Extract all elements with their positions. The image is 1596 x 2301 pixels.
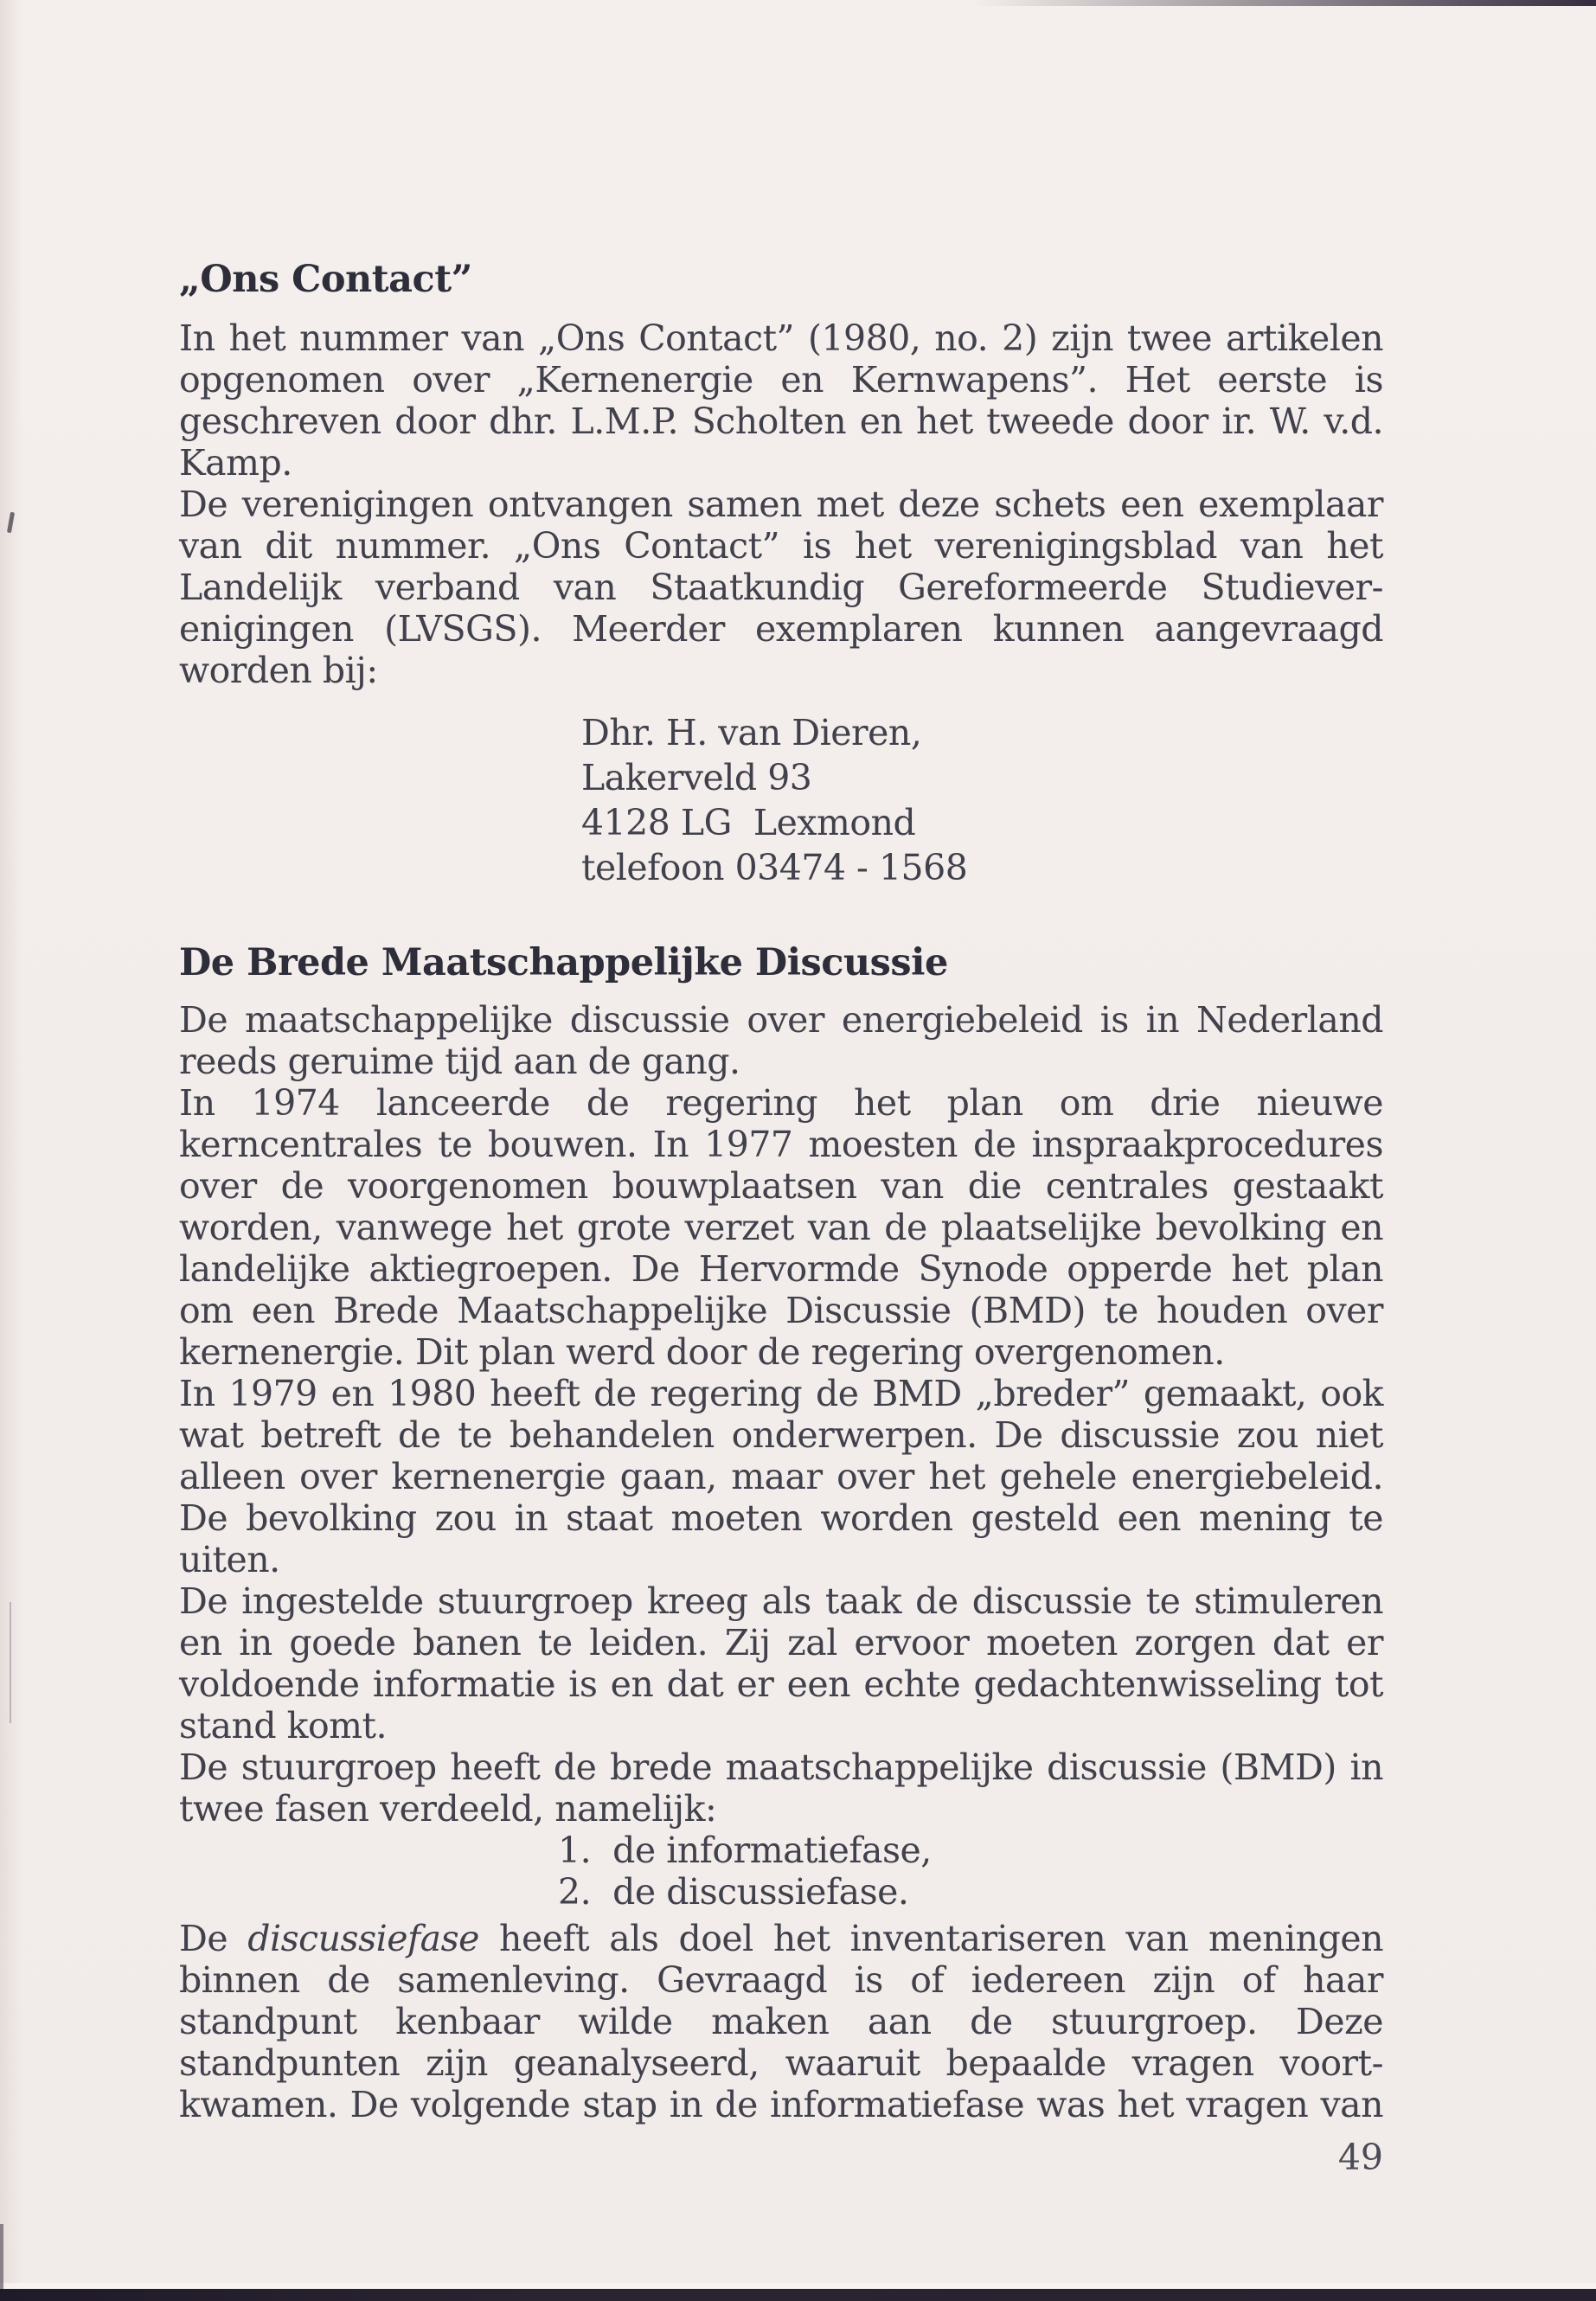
text-line: en in goede banen te leiden. Zij zal ervoor moeten zorgen dat er: [179, 1622, 1383, 1663]
italic-term: discussiefase: [247, 1918, 479, 1959]
text-line: van dit nummer. „Ons Contact” is het verenigingsblad van het: [179, 525, 1383, 567]
text-line: twee fasen verdeeld, namelijk:: [179, 1788, 717, 1830]
text-line: In 1979 en 1980 heeft de regering de BMD „breder” gemaakt, ook: [179, 1373, 1383, 1414]
paragraph-discussiefase-doel: [179, 1918, 1383, 2125]
text-line: De stuurgroep heeft de brede maatschappelijke discussie (BMD) in: [179, 1747, 1383, 1788]
page-content: [179, 255, 1383, 2125]
text-line: Landelijk verband van Staatkundig Gereformeerde Studiever-: [179, 567, 1383, 608]
text-line: stand komt.: [179, 1705, 388, 1747]
paragraph-ons-contact-intro: [179, 317, 1383, 484]
text-line: opgenomen over „Kernenergie en Kernwapens”. Het eerste is: [179, 359, 1383, 401]
text-line: In het nummer van „Ons Contact” (1980, no. 2) zijn twee artikelen: [179, 317, 1383, 359]
text-line: alleen over kernenergie gaan, maar over het gehele energiebeleid.: [179, 1456, 1383, 1497]
text-line: De ingestelde stuurgroep kreeg als taak de discussie te stimuleren: [179, 1580, 1383, 1622]
text-segment: De: [179, 1918, 248, 1959]
text-line: 1. de informatiefase,: [558, 1830, 932, 1871]
address-contact: [581, 710, 1383, 890]
scan-edge-highlight-bottom: [0, 2283, 1596, 2289]
text-line: binnen de samenleving. Gevraagd is of iedereen zijn of haar: [179, 1959, 1383, 2001]
text-line: reeds geruime tijd aan de gang.: [179, 1041, 740, 1082]
text-line: standpunten zijn geanalyseerd, waaruit bepaalde vragen voort-: [179, 2042, 1383, 2084]
text-line: Kamp.: [179, 442, 292, 484]
scan-edge-shadow-bottom-left: [0, 2224, 3, 2289]
text-line: kerncentrales te bouwen. In 1977 moesten de inspraakprocedures: [179, 1124, 1383, 1165]
text-line: Dhr. H. van Dieren,: [581, 712, 922, 753]
text-line: landelijke aktiegroepen. De Hervormde Synode opperde het plan: [179, 1248, 1383, 1290]
text-line: 4128 LG Lexmond: [581, 802, 916, 843]
list-fasen: [558, 1830, 1383, 1913]
text-line: uiten.: [179, 1539, 280, 1580]
text-line: worden bij:: [179, 650, 378, 691]
text-line: kwamen. De volgende stap in de informatiefase was het vragen van: [179, 2084, 1383, 2125]
text-line: wat betreft de te behandelen onderwerpen. De discussie zou niet: [179, 1414, 1383, 1456]
text-line: 2. de discussiefase.: [558, 1871, 909, 1913]
scan-edge-shadow-top: [973, 0, 1596, 6]
text-line: standpunt kenbaar wilde maken aan de stuurgroep. Deze: [179, 2001, 1383, 2042]
text-line: voldoende informatie is en dat er een echte gedachtenwisseling tot: [179, 1663, 1383, 1705]
text-segment: heeft als doel het inventariseren van meningen: [478, 1918, 1383, 1959]
text-line: over de voorgenomen bouwplaatsen van die centrales gestaakt: [179, 1165, 1383, 1207]
text-line: [179, 1918, 1383, 1959]
paragraph-stuurgroep-taak: [179, 1580, 1383, 1747]
text-line: geschreven door dhr. L.M.P. Scholten en het tweede door ir. W. v.d.: [179, 401, 1383, 442]
text-line: om een Brede Maatschappelijke Discussie (BMD) te houden over: [179, 1290, 1383, 1331]
scan-artifact-tick: [7, 512, 15, 534]
paragraph-twee-fasen: [179, 1747, 1383, 1830]
text-line: De maatschappelijke discussie over energiebeleid is in Nederland: [179, 999, 1383, 1041]
text-line: kernenergie. Dit plan werd door de regering overgenomen.: [179, 1331, 1225, 1373]
text-line: In 1974 lanceerde de regering het plan om drie nieuwe: [179, 1082, 1383, 1124]
text-line: worden, vanwege het grote verzet van de plaatselijke bevolking en: [179, 1207, 1383, 1248]
text-line: enigingen (LVSGS). Meerder exemplaren kunnen aangevraagd: [179, 608, 1383, 650]
text-line: De verenigingen ontvangen samen met deze schets een exemplaar: [179, 484, 1383, 525]
paragraph-1974-plan: [179, 1082, 1383, 1373]
heading-ons-contact: „Ons Contact”: [179, 258, 472, 301]
text-line: De bevolking zou in staat moeten worden gesteld een mening te: [179, 1497, 1383, 1539]
scan-edge-bar-bottom: [0, 2289, 1596, 2301]
text-line: Lakerveld 93: [581, 757, 812, 798]
scan-artifact-hairline: [10, 1602, 11, 1723]
text-line: telefoon 03474 - 1568: [581, 847, 968, 888]
paragraph-1979-1980: [179, 1373, 1383, 1580]
paragraph-discussie-gang: [179, 999, 1383, 1082]
heading-brede-maatschappelijke-discussie: De Brede Maatschappelijke Discussie: [179, 941, 948, 984]
paragraph-verenigingen: [179, 484, 1383, 691]
page-number: 49: [1337, 2137, 1383, 2178]
